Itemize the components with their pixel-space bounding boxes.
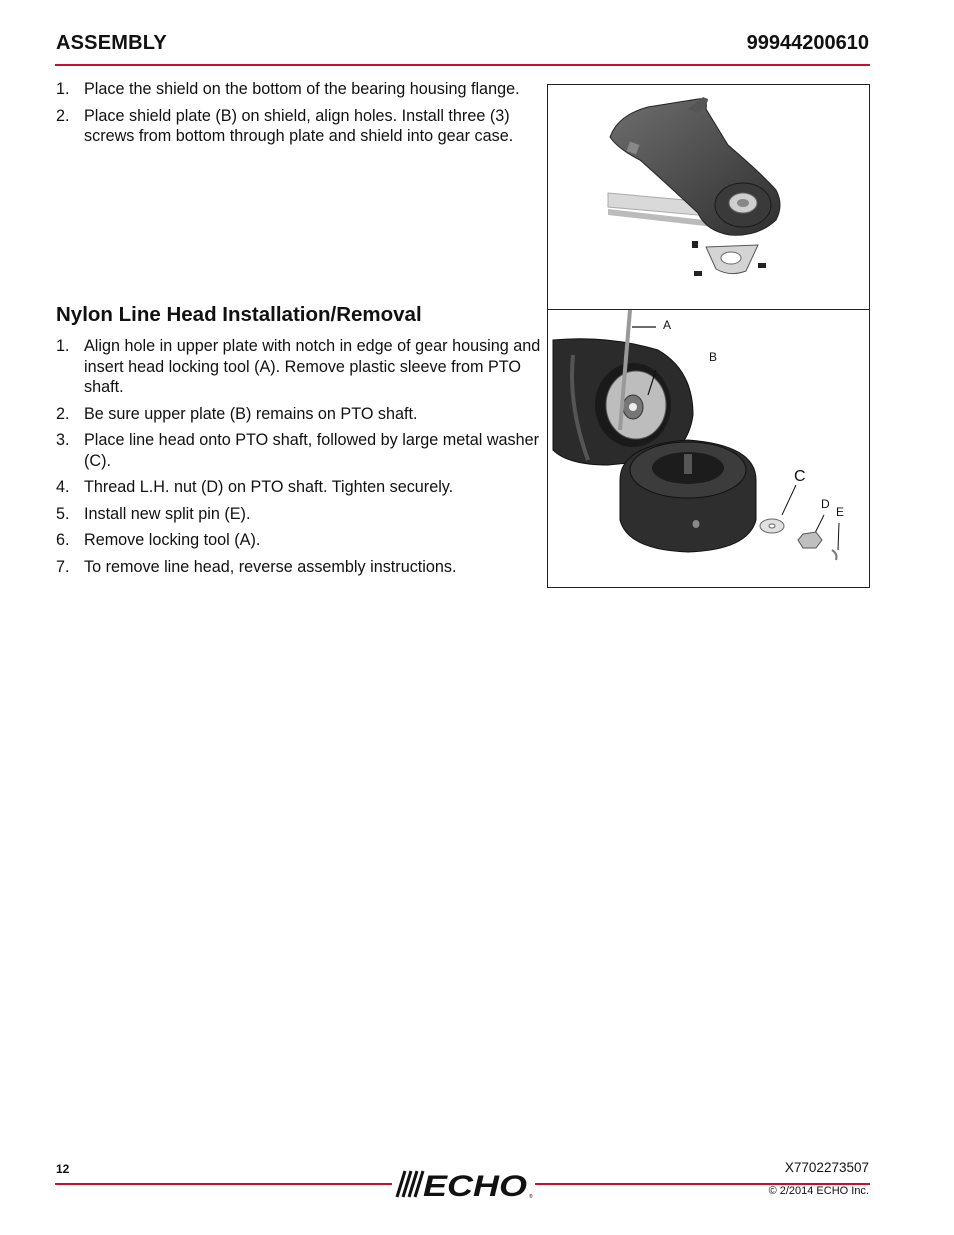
list-item bbox=[56, 430, 546, 471]
section-heading: Nylon Line Head Installation/Removal bbox=[56, 303, 422, 326]
list-item bbox=[56, 504, 546, 525]
list-item bbox=[56, 404, 546, 425]
callout-d: D bbox=[821, 497, 830, 511]
callout-e: E bbox=[836, 505, 845, 519]
list-item bbox=[56, 336, 546, 398]
step-number: 5. bbox=[56, 504, 70, 523]
list-item bbox=[56, 106, 546, 147]
step-number: 3. bbox=[56, 431, 70, 449]
echo-logo bbox=[393, 1167, 535, 1199]
step-number: 6. bbox=[56, 531, 70, 549]
step-number: 1. bbox=[56, 337, 70, 355]
step-text: Place shield plate (B) on shield, align holes. Install three (3) screws from bottom through plate and shield into gear case. bbox=[84, 106, 514, 145]
install-steps-list bbox=[56, 336, 546, 583]
step-number: 2. bbox=[56, 404, 70, 423]
step-text: Place the shield on the bottom of the bearing housing flange. bbox=[84, 80, 520, 98]
line-head-figure bbox=[547, 309, 870, 588]
page-number: 12 bbox=[56, 1162, 70, 1176]
header-divider bbox=[55, 64, 870, 66]
step-number: 4. bbox=[56, 478, 70, 496]
list-item bbox=[56, 530, 546, 551]
list-item bbox=[56, 477, 546, 498]
list-item bbox=[56, 557, 546, 578]
svg-text:ECHO: ECHO bbox=[423, 1170, 527, 1199]
step-text: Be sure upper plate (B) remains on PTO shaft. bbox=[84, 404, 418, 423]
shield-illustration bbox=[548, 85, 869, 309]
step-text: Install new split pin (E). bbox=[84, 504, 251, 523]
step-text: Remove locking tool (A). bbox=[84, 531, 261, 549]
svg-text:®: ® bbox=[529, 1194, 533, 1199]
copyright-text: © 2/2014 ECHO Inc. bbox=[768, 1185, 869, 1197]
callout-c: C bbox=[794, 468, 806, 485]
step-number: 7. bbox=[56, 557, 70, 576]
footer-divider-left bbox=[55, 1183, 392, 1185]
step-text: Align hole in upper plate with notch in edge of gear housing and insert head locking tool (A). Remove plastic sleeve from PTO shaft. bbox=[84, 337, 541, 396]
step-text: To remove line head, reverse assembly instructions. bbox=[84, 557, 457, 576]
step-text: Place line head onto PTO shaft, followed by large metal washer (C). bbox=[84, 431, 540, 470]
page-section-title: ASSEMBLY bbox=[56, 32, 167, 54]
shield-figure bbox=[547, 84, 870, 310]
shield-steps-list bbox=[56, 79, 546, 153]
callout-a: A bbox=[663, 318, 672, 332]
step-number: 1. bbox=[56, 80, 70, 98]
document-number: 99944200610 bbox=[746, 32, 869, 54]
callout-b: B bbox=[709, 350, 718, 364]
document-code: X7702273507 bbox=[784, 1160, 869, 1175]
step-text: Thread L.H. nut (D) on PTO shaft. Tighten securely. bbox=[84, 478, 454, 496]
step-number: 2. bbox=[56, 106, 70, 125]
list-item bbox=[56, 79, 546, 100]
